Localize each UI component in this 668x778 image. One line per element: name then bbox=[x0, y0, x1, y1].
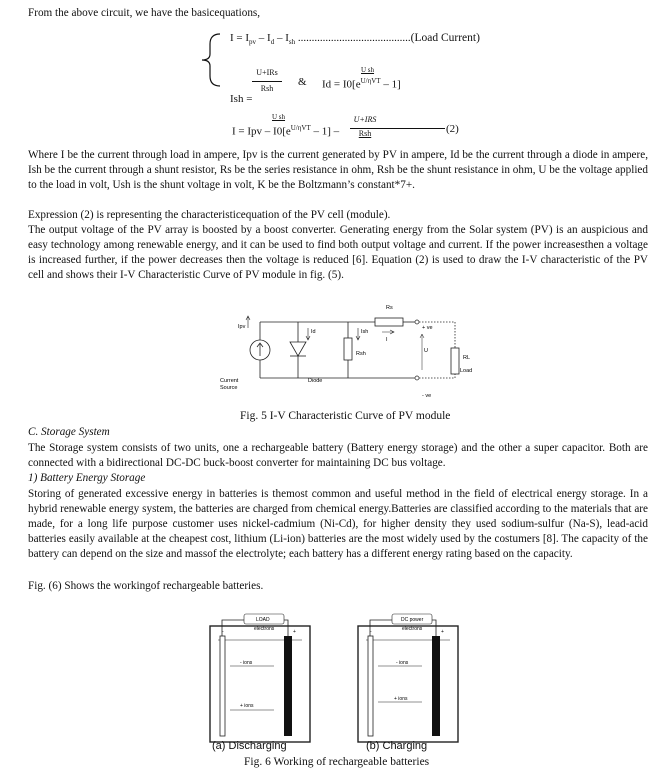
right-plus-sign: + bbox=[441, 629, 444, 635]
fig6-caption: Fig. 6 Working of rechargeable batteries bbox=[244, 756, 430, 768]
ish-label: Ish = bbox=[230, 93, 253, 105]
left-load-label: LOAD bbox=[256, 617, 270, 623]
label-load: Load bbox=[460, 368, 473, 374]
right-plus-ions: + ions bbox=[394, 696, 408, 702]
label-minus-ve: - ve bbox=[422, 393, 432, 399]
label-source: Source bbox=[220, 385, 238, 391]
section-c-heading: C. Storage System bbox=[28, 426, 110, 438]
diode-symbol bbox=[290, 342, 306, 356]
label-ipv: Ipv bbox=[238, 324, 246, 330]
battery-charging bbox=[358, 614, 458, 742]
ish-denominator: Rsh bbox=[260, 84, 274, 93]
para-expression: Expression (2) is representing the characteristicequation of the PV cell (module). bbox=[28, 209, 391, 221]
right-minus-sign: - bbox=[370, 629, 372, 635]
label-plus-ve: + ve bbox=[422, 325, 433, 331]
section-1-heading: 1) Battery Energy Storage bbox=[28, 472, 146, 484]
para-where: Where I be the current through load in ampere, Ipv is the current generated by PV in ampere, Id be the current through a diode in ampere, Ish be the current through a shunt resistor, Rs be the series resistance in ohm, Rsh be the shunt resistance in ohm, U be the voltage applied to the load in volt, Ush is the shunt voltage in volt, K be the Boltzmann’s constant*7+. bbox=[28, 149, 648, 191]
eq2-numerator: U+IRS bbox=[353, 115, 377, 124]
rl-resistor bbox=[451, 348, 459, 374]
id-exp-top: U sh bbox=[361, 66, 375, 74]
label-current: Current bbox=[220, 378, 239, 384]
label-rs: Rs bbox=[386, 305, 393, 311]
para-fig6-intro: Fig. (6) Shows the workingof rechargeable batteries. bbox=[28, 580, 264, 592]
left-minus-sign: - bbox=[222, 629, 224, 635]
left-minus-ions: - ions bbox=[240, 660, 253, 666]
label-u: U bbox=[424, 348, 428, 354]
para-storage: The Storage system consists of two units, one a rechargeable battery (Battery energy storage) and the other a super capacitor. Both are connected with a bidirectional DC-DC buck-boost converter for maintaining DC bus voltage. bbox=[28, 442, 648, 469]
right-dc-label: DC power bbox=[401, 617, 424, 623]
para-output: The output voltage of the PV array is boosted by a boost converter. Generating energy from the Solar system (PV) is an auspicious and easy technology among renewable energy, and it can be used to find both output voltage and current. If the power increasesthen a voltage is increased further, if the power decreases then the voltage is reduced [6]. Equation (2) is used to draw the I-V characteristic of the PV cell and shows their I-V Characteristic Curve of PV module in fig. (5). bbox=[28, 224, 648, 281]
ish-numerator: U+IRs bbox=[256, 68, 278, 77]
right-electrons-label: electrons bbox=[402, 626, 423, 632]
label-rsh: Rsh bbox=[356, 351, 366, 357]
eq2-denominator: Rsh bbox=[358, 129, 372, 138]
left-electrons-label: electrons bbox=[254, 626, 275, 632]
left-plus-ions: + ions bbox=[240, 703, 254, 709]
rs-resistor bbox=[375, 318, 403, 326]
left-anode-bar bbox=[284, 636, 292, 736]
battery-discharging bbox=[210, 614, 310, 742]
equation-number-2: (2) bbox=[446, 123, 459, 135]
fig5-caption: Fig. 5 I-V Characteristic Curve of PV module bbox=[240, 410, 451, 422]
equation-2: I = Ipv – $I0[e^{U/\eta VT} - 1]$ – bbox=[232, 124, 340, 138]
ish-fraction-bar bbox=[252, 81, 282, 82]
label-diode: Diode bbox=[308, 378, 323, 384]
label-id: Id bbox=[311, 329, 316, 335]
right-minus-ions: - ions bbox=[396, 660, 409, 666]
fig6-battery-diagram bbox=[200, 606, 470, 744]
equation-1: $I = I_{pv} - I_d - I_{sh}$ .........................................(Load Current) bbox=[230, 32, 480, 47]
eq2-exp-top: U sh bbox=[272, 113, 286, 121]
label-ish: Ish bbox=[361, 329, 369, 335]
id-equation: $Id = I0[e^{U/\eta VT} - 1]$ bbox=[322, 77, 401, 91]
ampersand: & bbox=[298, 76, 307, 88]
intro-text: From the above circuit, we have the basicequations, bbox=[28, 7, 261, 19]
label-i: I bbox=[386, 337, 388, 343]
rsh-resistor bbox=[344, 338, 352, 360]
fig6-label-a: (a) Discharging bbox=[212, 740, 287, 752]
label-rl: RL bbox=[463, 355, 471, 361]
para-battery: Storing of generated excessive energy in batteries is themost common and useful method in the field of electrical energy storage. In a hybrid renewable energy system, the batteries are charged from chemical energy.Batteries are classified according to the materials that are made, for a long life purpose customer uses nickel-cadmium (Ni-Cd), for higher density they used sodium-sulfur (Na-S), lead-acid batteries easily available at the cheapest cost, lithium (Li-ion) batteries are the most widely used by the costumers [8]. The capacity of the battery can depend on the size and massof the electrolyte; each battery has a different energy rating based on the capacity. bbox=[28, 488, 648, 560]
left-plus-sign: + bbox=[293, 629, 296, 635]
fig5-circuit-diagram bbox=[210, 298, 480, 410]
right-anode-bar bbox=[432, 636, 440, 736]
fig6-label-b: (b) Charging bbox=[366, 740, 428, 752]
equation-brace bbox=[196, 30, 222, 90]
